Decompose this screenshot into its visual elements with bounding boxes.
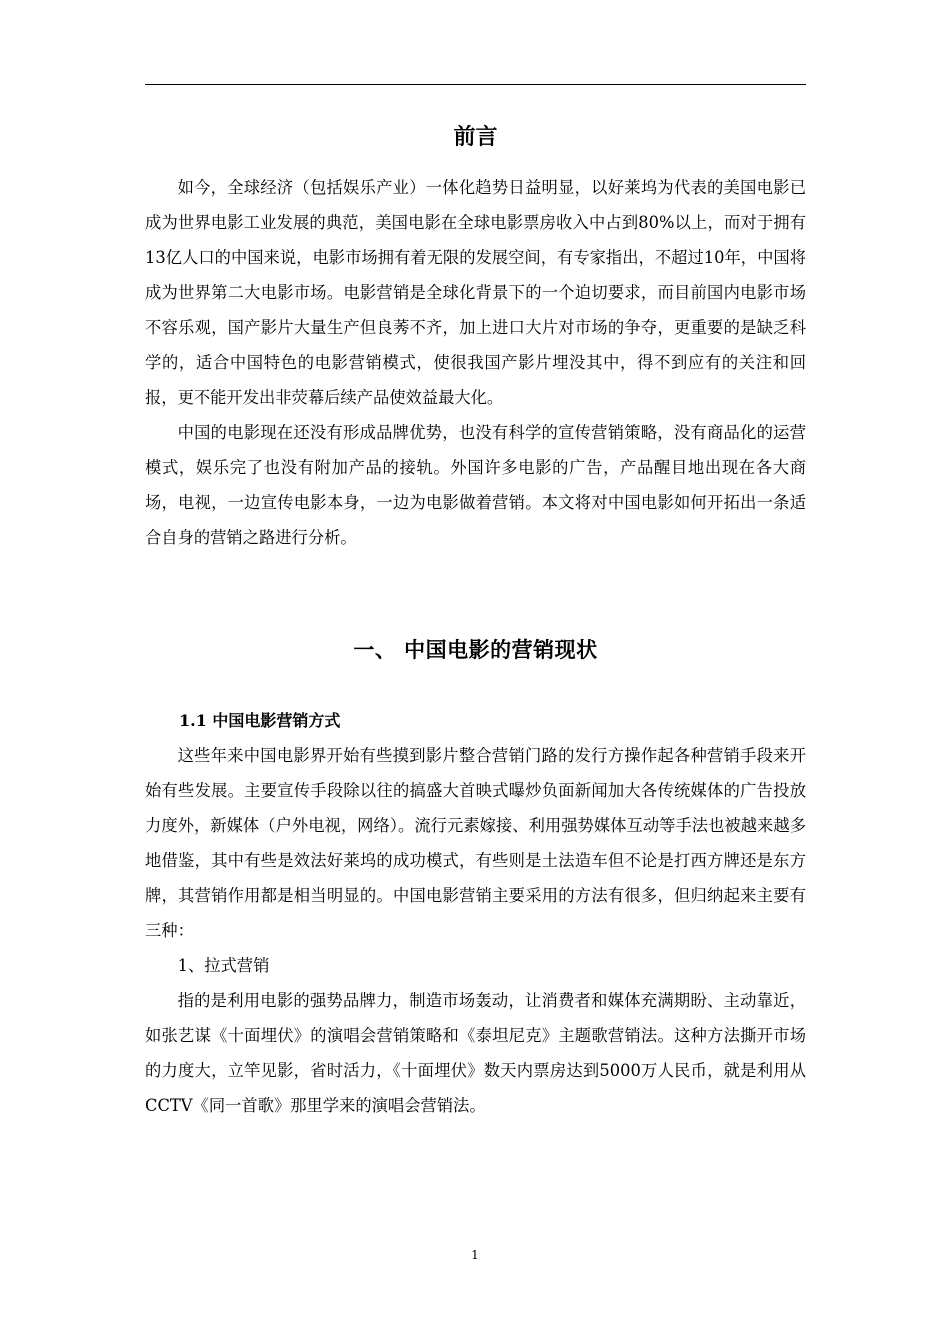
page-body: [145, 118, 806, 1123]
preface-paragraph-1: 如今，全球经济（包括娱乐产业）一体化趋势日益明显，以好莱坞为代表的美国电影已成为世界电影工业发展的典范，美国电影在全球电影票房收入中占到80%以上，而对于拥有13亿人口的中国来说，电影市场拥有着无限的发展空间，有专家指出，不超过10年，中国将成为世界第二大电影市场。电影营销是全球化背景下的一个迫切要求，而目前国内电影市场不容乐观，国产影片大量生产但良莠不齐，加上进口大片对市场的争夺，更重要的是缺乏科学的，适合中国特色的电影营销模式，使很我国产影片埋没其中，得不到应有的关注和回报，更不能开发出非荧幕后续产品使效益最大化。: [145, 178, 806, 407]
list-item-heading: 1、拉式营销: [177, 956, 270, 975]
list-item-paragraph: 指的是利用电影的强势品牌力，制造市场轰动，让消费者和媒体充满期盼、主动靠近，如张艺谋《十面埋伏》的演唱会营销策略和《泰坦尼克》主题歌营销法。这种方法撕开市场的力度大，立竿见影，省时活力，《十面埋伏》数天内票房达到5000万人民币，就是利用从CCTV《同一首歌》那里学来的演唱会营销法。: [145, 991, 806, 1115]
preface-title: 前言: [453, 124, 498, 150]
header-rule: [145, 84, 806, 85]
page-number: 1: [471, 1248, 479, 1262]
preface-paragraph-2: 中国的电影现在还没有形成品牌优势，也没有科学的宣传营销策略，没有商品化的运营模式，娱乐完了也没有附加产品的接轨。外国许多电影的广告，产品醒目地出现在各大商场，电视，一边宣传电影本身，一边为电影做着营销。本文将对中国电影如何开拓出一条适合自身的营销之路进行分析。: [145, 423, 806, 547]
chapter-title: 一、 中国电影的营销现状: [353, 637, 598, 662]
section-paragraph-1: 这些年来中国电影界开始有些摸到影片整合营销门路的发行方操作起各种营销手段来开始有些发展。主要宣传手段除以往的搞盛大首映式曝炒负面新闻加大各传统媒体的广告投放力度外，新媒体（户外电视，网络）。流行元素嫁接、利用强势媒体互动等手法也被越来越多地借鉴，其中有些是效法好莱坞的成功模式，有些则是土法造车但不论是打西方牌还是东方牌，其营销作用都是相当明显的。中国电影营销主要采用的方法有很多，但归纳起来主要有三种：: [145, 746, 806, 940]
section-title: 1.1 中国电影营销方式: [179, 711, 341, 730]
